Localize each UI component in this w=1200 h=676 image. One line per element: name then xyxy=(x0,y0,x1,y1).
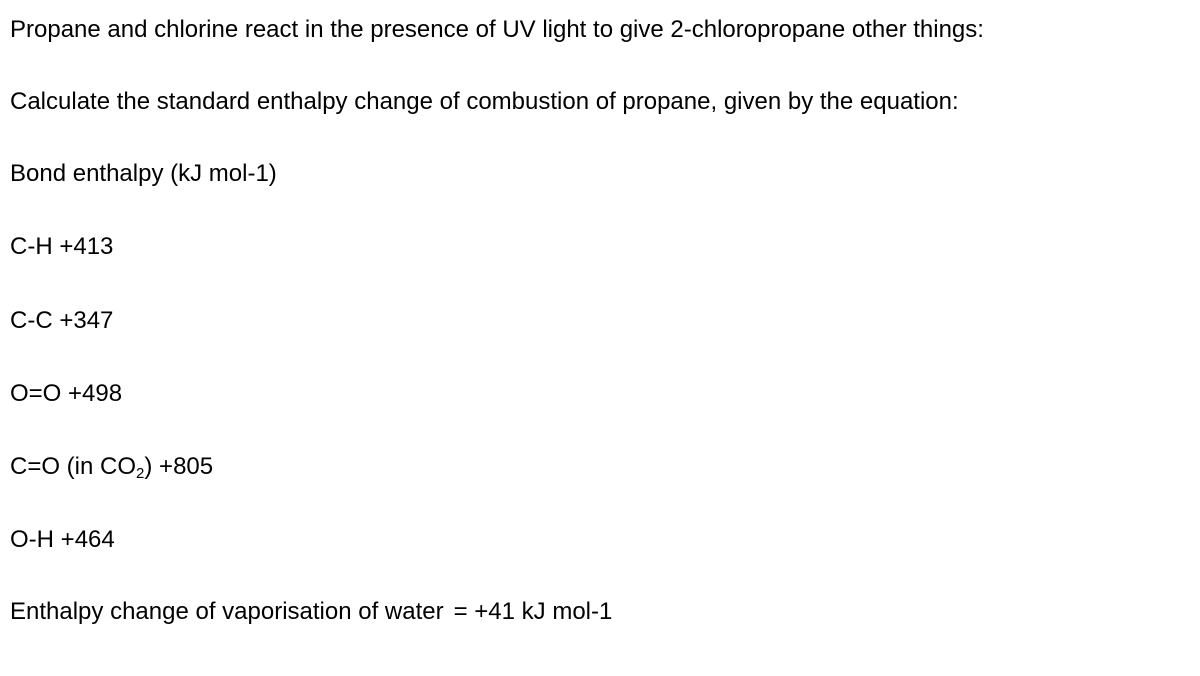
bond-name: C-C xyxy=(10,307,53,334)
bond-name: C-H xyxy=(10,233,53,260)
bond-row-c-o xyxy=(10,453,213,488)
bond-value: +413 xyxy=(59,233,114,260)
bond-name: O=O xyxy=(10,380,62,407)
question-text: Calculate the standard enthalpy change of combustion of propane, given by the equation: xyxy=(10,88,959,115)
bond-value: +347 xyxy=(59,307,114,334)
bond-name-prefix: C=O (in CO xyxy=(10,453,137,480)
bond-row-o-o xyxy=(10,380,122,408)
vaporisation-label: Enthalpy change of vaporisation of water xyxy=(10,598,444,625)
bond-row-c-h xyxy=(10,233,113,261)
bond-name-subscript: 2 xyxy=(136,465,145,482)
vaporisation-value: = +41 kJ mol-1 xyxy=(453,598,613,625)
bond-enthalpy-heading: Bond enthalpy (kJ mol-1) xyxy=(10,160,277,187)
bond-row-o-h xyxy=(10,526,115,554)
intro-text: Propane and chlorine react in the presence of UV light to give 2-chloropropane other things: xyxy=(10,16,984,43)
vaporisation-line xyxy=(10,598,612,626)
bond-row-c-c xyxy=(10,307,113,335)
bond-name-suffix: ) xyxy=(144,453,153,480)
bond-value: +464 xyxy=(60,526,115,553)
bond-name: O-H xyxy=(10,526,54,553)
bond-value: +805 xyxy=(159,453,214,480)
bond-value: +498 xyxy=(68,380,123,407)
